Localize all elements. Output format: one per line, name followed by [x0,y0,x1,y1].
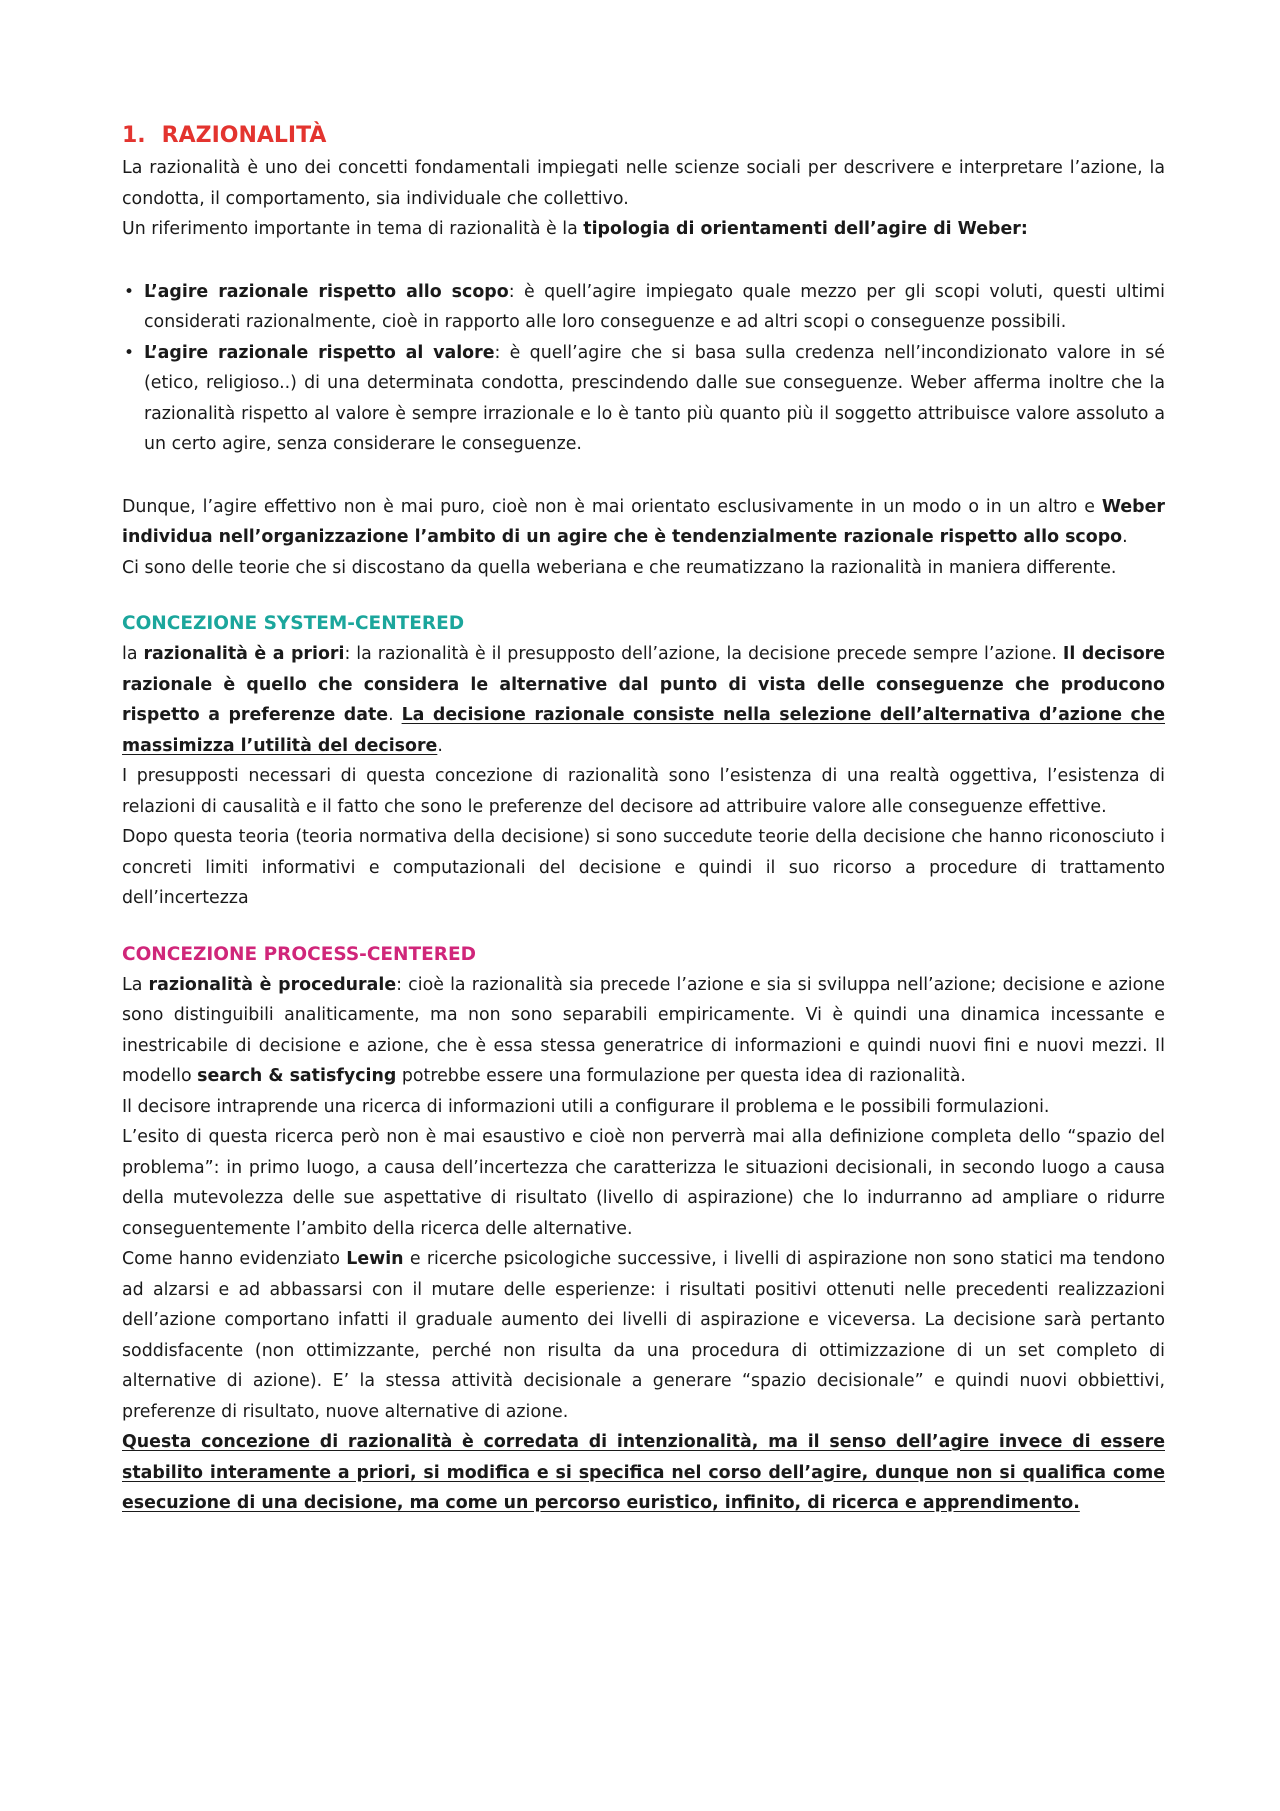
text-run: Come hanno evidenziato [122,1249,347,1269]
dunque-paragraph [122,492,1165,553]
text-run: la [122,644,144,664]
bullet-icon: • [124,281,135,302]
text-run: e ricerche psicologiche successive, i livelli di aspirazione non sono statici ma tendono ad alzarsi e ad abbassarsi con il mutare delle esperienze: i risultati positivi ottenuti nelle precedenti realizzazioni dell’azione comportano infatti il graduale aumento dei livelli di aspirazione e viceversa. La decisione sarà pertanto soddisfacente (non ottimizzante, perché non risulta da una procedura di ottimizzazione di un set completo di alternative di azione). E’ la stessa attività decisionale a generare “spazio decisionale” e quindi nuovi obbiettivi, preferenze di risultato, nuove alternative di azione. [122,1249,1165,1422]
system-centered-presupposti: I presupposti necessari di questa concezione di razionalità sono l’esistenza di una realtà oggettiva, l’esistenza di relazioni di causalità e il fatto che sono le preferenze del decisore ad attribuire valore alle conseguenze effettive. [122,766,1165,817]
bullet-text: : è quell’agire che si basa sulla credenza nell’incondizionato valore in sé (etico, religioso..) di una determinata condotta, prescindendo dalle sue conseguenze. Weber afferma inoltre che la razionalità rispetto al valore è sempre irrazionale e lo è tanto più quanto più il soggetto attribuisce valore assoluto a un certo agire, senza considerare le conseguenze. [144,342,1165,454]
text-run: . [388,705,402,725]
system-centered-normativa: Dopo questa teoria (teoria normativa della decisione) si sono succedute teorie della decisione che hanno riconosciuto i concreti limiti informativi e computazionali del decisione e quindi il suo ricorso a procedure di trattamento dell’incertezza [122,827,1165,908]
process-centered-decisore: Il decisore intraprende una ricerca di informazioni utili a configurare il problema e le possibili formulazioni. [122,1096,1050,1117]
dunque-text: Dunque, l’agire effettivo non è mai puro, cioè non è mai orientato esclusivamente in un modo o in un altro e [122,496,1102,517]
bold-run: search & satisfycing [197,1066,397,1086]
process-centered-lewin [122,1244,1165,1427]
bold-run: Lewin [346,1249,404,1269]
section-heading [122,121,1165,151]
text-run: La [122,974,149,995]
heading-number: 1. [122,123,146,148]
spacer [122,460,1165,492]
dunque-bold: Weber individua nell’organizzazione l’ambito di un agire che è tendenzialmente razionale rispetto allo scopo [122,496,1165,547]
bullet-term: L’agire razionale rispetto allo scopo [144,281,509,302]
list-item [122,277,1165,338]
bold-run: razionalità è a priori [143,644,345,664]
text-run: potrebbe essere una formulazione per questa idea di razionalità. [396,1066,966,1086]
process-centered-conclusion [122,1427,1165,1519]
intro-weber-text: Un riferimento importante in tema di razionalità è la [122,219,584,239]
system-centered-paragraph [122,639,1165,761]
text-run: . [437,735,443,756]
intro-weber-bold: tipologia di orientamenti dell’agire di Weber: [583,219,1028,239]
weber-bullet-list [122,277,1165,460]
bullet-text: : è quell’agire impiegato quale mezzo per gli scopi voluti, questi ultimi considerati razionalmente, cioè in rapporto alle loro conseguenze e ad altri scopi o conseguenze possibili. [144,281,1165,332]
theories-paragraph: Ci sono delle teorie che si discostano da quella weberiana e che reumatizzano la razionalità in maniera differente. [122,557,1117,578]
list-item [122,338,1165,460]
underlined-bold-run: Questa concezione di razionalità è corredata di intenzionalità, ma il senso dell’agire invece di essere stabilito interamente a priori, si modifica e si specifica nel corso dell’agire, dunque non si qualifica come esecuzione di una decisione, ma come un percorso euristico, infinito, di ricerca e apprendimento. [122,1432,1165,1513]
process-centered-heading: CONCEZIONE PROCESS-CENTERED [122,943,477,965]
bullet-icon: • [124,342,135,363]
process-centered-paragraph [122,970,1165,1092]
spacer [122,245,1165,277]
process-centered-esito: L’esito di questa ricerca però non è mai esaustivo e cioè non perverrà mai alla definizione completa dello “spazio del problema”: in primo luogo, a causa dell’incertezza che caratterizza le situazioni decisionali, in secondo luogo a causa della mutevolezza delle sue aspettative di risultato (livello di aspirazione) che lo indurranno ad ampliare o ridurre conseguentemente l’ambito della ricerca delle alternative. [122,1127,1165,1239]
text-run: : la razionalità è il presupposto dell’azione, la decisione precede sempre l’azione. [344,644,1063,664]
bold-run: razionalità è procedurale [148,974,397,995]
dunque-end: . [1122,527,1128,547]
intro-paragraph: La razionalità è uno dei concetti fondamentali impiegati nelle scienze sociali per descrivere e interpretare l’azione, la condotta, il comportamento, sia individuale che collettivo. [122,158,1165,209]
bullet-term: L’agire razionale rispetto al valore [144,342,495,363]
intro-weber-paragraph [122,214,1165,245]
underlined-bold-run: La decisione razionale consiste nella selezione dell’alternativa d’azione che massimizza l’utilità del decisore [122,705,1165,756]
heading-title: RAZIONALITÀ [161,123,327,148]
system-centered-heading: CONCEZIONE SYSTEM-CENTERED [122,613,465,634]
text-run: : cioè la razionalità sia precede l’azione e sia si sviluppa nell’azione; decisione e azione sono distinguibili analiticamente, ma non sono separabili empiricamente. Vi è quindi una dinamica incessante e inestricabile di decisione e azione, che è essa stessa generatrice di informazioni e quindi nuovi fini e nuovi mezzi. Il modello [122,974,1165,1086]
bold-run: Il decisore razionale è quello che considera le alternative dal punto di vista delle conseguenze che producono rispetto a preferenze date [122,644,1166,725]
